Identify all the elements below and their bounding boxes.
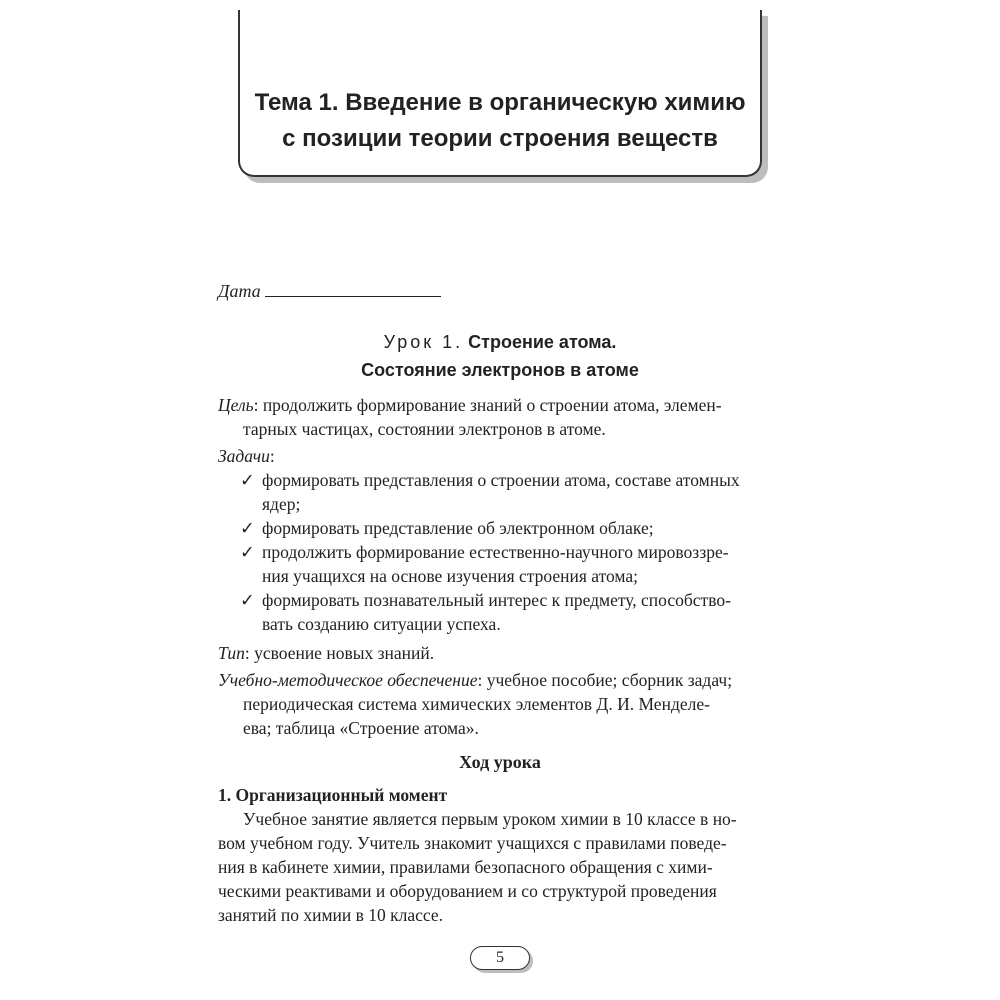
paragraph-line: ческими реактивами и оборудованием и со структурой проведения [218, 881, 717, 901]
topic-box [238, 10, 762, 177]
goal-text-1: : продолжить формирование знаний о строении атома, элемен- [253, 395, 722, 415]
page-number: 5 [470, 946, 530, 970]
check-icon: ✓ [240, 542, 255, 562]
section-heading: 1. Организационный момент [218, 785, 448, 805]
lesson-title-part2: Состояние электронов в атоме [361, 360, 639, 380]
lesson-number: Урок 1. [383, 332, 464, 352]
topic-title-line2: с позиции теории строения веществ [282, 125, 718, 152]
task-item-cont: вать созданию ситуации успеха. [262, 614, 501, 634]
support-text-1: : учебное пособие; сборник задач; [477, 670, 733, 690]
task-item: ✓ продолжить формирование естественно-научного мировоззре- [240, 542, 729, 562]
task-item: ✓ формировать познавательный интерес к предмету, способство- [240, 590, 731, 610]
date-blank-line [265, 282, 441, 297]
lesson-title-part1: Строение атома. [468, 332, 617, 352]
paragraph-line: вом учебном году. Учитель знакомит учащихся с правилами поведе- [218, 833, 727, 853]
topic-title [240, 85, 760, 157]
paragraph-line: Учебное занятие является первым уроком химии в 10 классе в но- [243, 809, 737, 829]
tasks-label: Задачи [218, 446, 270, 466]
support-line3: ева; таблица «Строение атома». [243, 718, 479, 738]
goal-line2 [218, 417, 808, 441]
support-label: Учебно-методическое обеспечение [218, 670, 478, 690]
goal-text-2: тарных частицах, состоянии электронов в атоме. [243, 419, 606, 439]
paragraph-line: занятий по химии в 10 классе. [218, 905, 444, 925]
support-line1 [218, 668, 783, 692]
tasks-heading: Задачи: [218, 446, 275, 466]
task-item: ✓ формировать представления о строении атома, составе атомных [240, 470, 740, 490]
goal-label: Цель [218, 395, 254, 415]
paragraph-line: ния в кабинете химии, правилами безопасного обращения с хими- [218, 857, 713, 877]
type-line [218, 641, 783, 665]
goal-line1 [218, 393, 783, 417]
type-text: : усвоение новых знаний. [244, 643, 435, 663]
date-row [218, 281, 441, 302]
check-icon: ✓ [240, 518, 255, 538]
type-label: Тип [218, 643, 245, 663]
task-item: ✓ формировать представление об электронном облаке; [240, 518, 654, 538]
check-icon: ✓ [240, 590, 255, 610]
date-label: Дата [218, 281, 261, 301]
support-line2: периодическая система химических элементов Д. И. Менделе- [243, 694, 710, 714]
task-item-cont: ния учащихся на основе изучения строения атома; [262, 566, 639, 586]
lesson-title [0, 328, 1000, 384]
topic-title-line1: Тема 1. Введение в органическую химию [254, 89, 746, 116]
course-heading: Ход урока [459, 752, 541, 772]
check-icon: ✓ [240, 470, 255, 490]
task-item-cont: ядер; [262, 494, 301, 514]
